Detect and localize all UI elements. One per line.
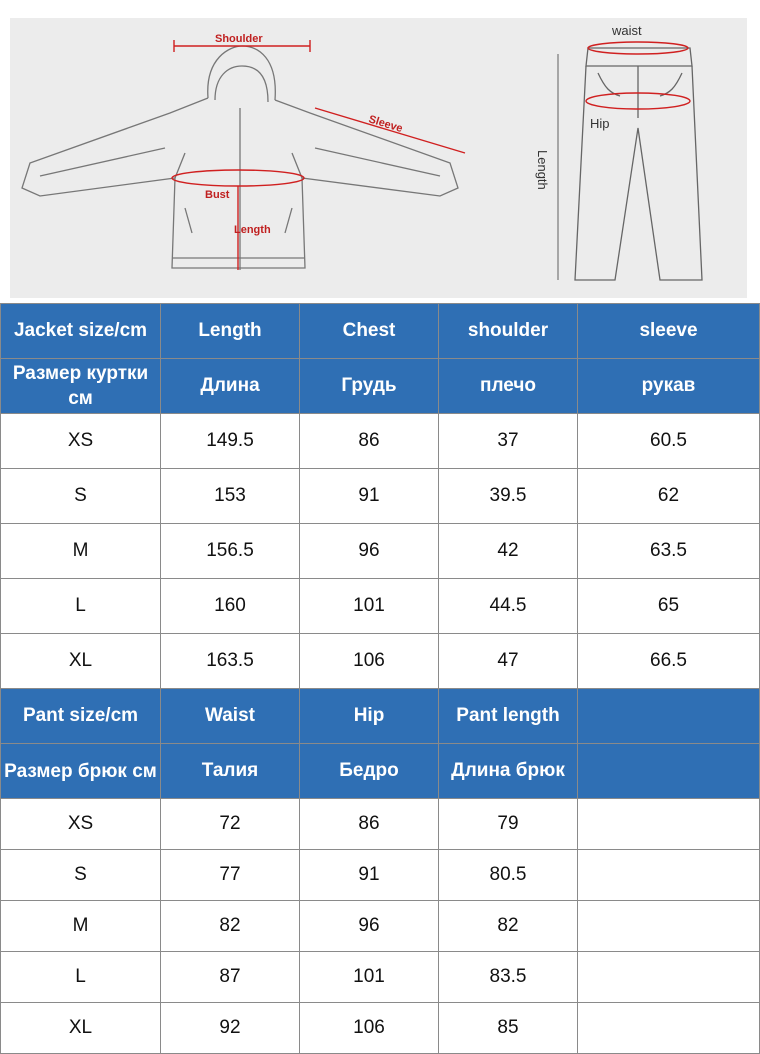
empty-cell xyxy=(578,799,760,850)
jacket-length-header-ru: Длина xyxy=(161,359,300,414)
length-cell: 160 xyxy=(161,579,300,634)
chest-cell: 91 xyxy=(300,469,439,524)
sleeve-cell: 60.5 xyxy=(578,414,760,469)
pant-header-ru xyxy=(1,744,760,799)
waist-cell: 82 xyxy=(161,901,300,952)
jacket-shoulder-header: shoulder xyxy=(439,304,578,359)
chest-cell: 86 xyxy=(300,414,439,469)
jacket-sleeve-header-ru: рукав xyxy=(578,359,760,414)
pant-size-header: Pant size/cm xyxy=(1,689,161,744)
jacket-header-en xyxy=(1,304,760,359)
shoulder-label: Shoulder xyxy=(215,33,263,45)
shoulder-cell: 47 xyxy=(439,634,578,689)
empty-cell xyxy=(578,952,760,1003)
jacket-illustration xyxy=(22,46,458,270)
pant-length-cell: 85 xyxy=(439,1003,578,1054)
sleeve-cell: 63.5 xyxy=(578,524,760,579)
pant-empty-header-ru xyxy=(578,744,760,799)
pant-length-cell: 79 xyxy=(439,799,578,850)
jacket-header-ru xyxy=(1,359,760,414)
empty-cell xyxy=(578,850,760,901)
waist-label: waist xyxy=(612,23,642,38)
sleeve-cell: 66.5 xyxy=(578,634,760,689)
length-cell: 153 xyxy=(161,469,300,524)
pant-length-header: Pant length xyxy=(439,689,578,744)
bust-label: Bust xyxy=(205,189,230,201)
jacket-shoulder-header-ru: плечо xyxy=(439,359,578,414)
pant-size-header-ru: Размер брюк см xyxy=(1,744,161,799)
size-cell: L xyxy=(1,952,161,1003)
shoulder-cell: 39.5 xyxy=(439,469,578,524)
length-cell: 156.5 xyxy=(161,524,300,579)
size-cell: M xyxy=(1,524,161,579)
hip-label: Hip xyxy=(590,116,610,131)
size-cell: XS xyxy=(1,414,161,469)
table-row xyxy=(1,850,760,901)
sleeve-cell: 65 xyxy=(578,579,760,634)
hip-cell: 101 xyxy=(300,952,439,1003)
size-cell: L xyxy=(1,579,161,634)
hip-cell: 91 xyxy=(300,850,439,901)
waist-cell: 72 xyxy=(161,799,300,850)
table-row xyxy=(1,1003,760,1054)
chest-cell: 96 xyxy=(300,524,439,579)
jacket-chest-header: Chest xyxy=(300,304,439,359)
size-cell: S xyxy=(1,469,161,524)
chest-cell: 106 xyxy=(300,634,439,689)
measurement-lines xyxy=(172,40,690,280)
waist-cell: 87 xyxy=(161,952,300,1003)
shoulder-cell: 37 xyxy=(439,414,578,469)
waist-cell: 77 xyxy=(161,850,300,901)
sleeve-cell: 62 xyxy=(578,469,760,524)
sleeve-label: Sleeve xyxy=(367,113,404,136)
empty-cell xyxy=(578,901,760,952)
table-row xyxy=(1,952,760,1003)
pant-empty-header xyxy=(578,689,760,744)
pant-header-en xyxy=(1,689,760,744)
hip-cell: 106 xyxy=(300,1003,439,1054)
size-cell: XS xyxy=(1,799,161,850)
table-row xyxy=(1,469,760,524)
size-cell: M xyxy=(1,901,161,952)
pant-waist-header-ru: Талия xyxy=(161,744,300,799)
shoulder-cell: 44.5 xyxy=(439,579,578,634)
size-cell: XL xyxy=(1,1003,161,1054)
pant-length-header-ru: Длина брюк xyxy=(439,744,578,799)
jacket-length-label: Length xyxy=(234,224,271,236)
size-cell: S xyxy=(1,850,161,901)
pant-length-label: Length xyxy=(535,150,550,190)
hip-cell: 96 xyxy=(300,901,439,952)
table-row xyxy=(1,579,760,634)
table-row xyxy=(1,634,760,689)
pant-size-table xyxy=(0,688,760,1054)
jacket-size-table xyxy=(0,303,760,689)
jacket-sleeve-header: sleeve xyxy=(578,304,760,359)
length-cell: 149.5 xyxy=(161,414,300,469)
table-row xyxy=(1,799,760,850)
empty-cell xyxy=(578,1003,760,1054)
table-row xyxy=(1,901,760,952)
length-cell: 163.5 xyxy=(161,634,300,689)
jacket-size-header-ru: Размер куртки см xyxy=(1,359,161,414)
hip-cell: 86 xyxy=(300,799,439,850)
pants-illustration xyxy=(575,48,702,280)
shoulder-cell: 42 xyxy=(439,524,578,579)
jacket-chest-header-ru: Грудь xyxy=(300,359,439,414)
waist-cell: 92 xyxy=(161,1003,300,1054)
pant-hip-header: Hip xyxy=(300,689,439,744)
pant-waist-header: Waist xyxy=(161,689,300,744)
pant-length-cell: 83.5 xyxy=(439,952,578,1003)
pant-hip-header-ru: Бедро xyxy=(300,744,439,799)
pant-length-cell: 82 xyxy=(439,901,578,952)
chest-cell: 101 xyxy=(300,579,439,634)
table-row xyxy=(1,524,760,579)
jacket-size-header: Jacket size/cm xyxy=(1,304,161,359)
size-cell: XL xyxy=(1,634,161,689)
table-row xyxy=(1,414,760,469)
measurement-diagram xyxy=(10,18,747,298)
jacket-length-header: Length xyxy=(161,304,300,359)
pant-length-cell: 80.5 xyxy=(439,850,578,901)
